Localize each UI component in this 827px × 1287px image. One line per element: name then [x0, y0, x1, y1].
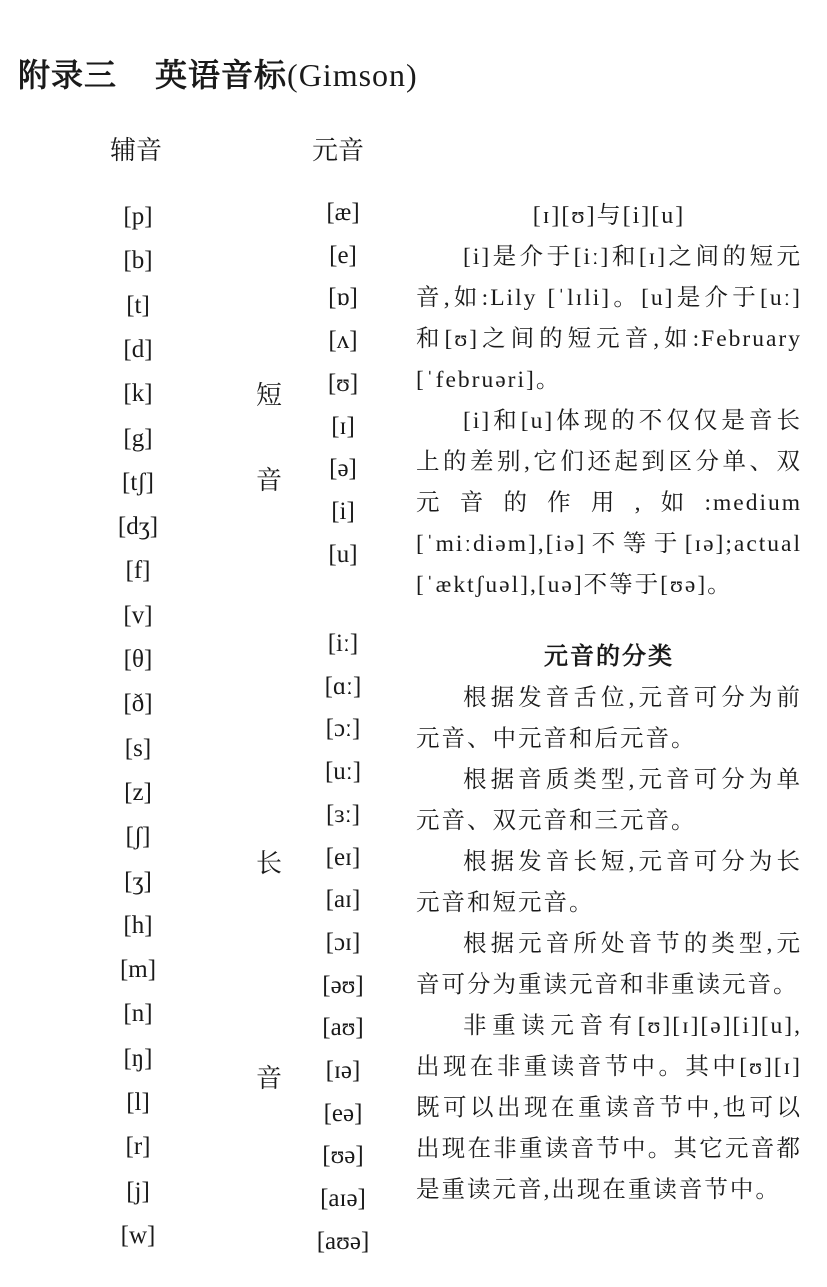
consonant-symbol: [r] [125, 1133, 151, 1160]
long-label-2: 音 [256, 1064, 283, 1093]
consonant-symbol: [w] [120, 1222, 156, 1249]
long-vowel-symbol: [aʊə] [316, 1228, 370, 1255]
page-title [18, 50, 418, 96]
long-vowel-symbol: [ɔː] [325, 715, 361, 742]
section2-para-5: 非重读元音有[ʊ][ɪ][ə][i][u],出现在非重读音节中。其中[ʊ][ɪ]既可以出现在重读音节中,也可以出现在非重读音节中。其它元音都是重读元音,出现在重读音节中。 [416, 1013, 802, 1203]
long-vowel-symbol: [ɪə] [325, 1057, 361, 1084]
section1-title: [ɪ][ʊ]与[i][u] [532, 203, 686, 229]
section-vowel-classification [416, 637, 802, 1211]
section2-title: 元音的分类 [544, 644, 674, 670]
short-vowel-symbol: [ʌ] [328, 327, 358, 354]
short-vowel-symbol: [i] [331, 498, 355, 525]
short-vowel-symbol: [æ] [326, 199, 360, 226]
consonant-symbol: [s] [124, 735, 152, 762]
long-vowel-symbol: [aɪ] [325, 886, 361, 913]
consonant-symbol: [θ] [123, 646, 153, 673]
consonant-symbol: [m] [119, 956, 157, 983]
consonant-symbol: [ʒ] [124, 868, 152, 895]
long-vowel-symbol: [aɪə] [320, 1185, 366, 1212]
short-vowel-symbol: [u] [328, 541, 358, 568]
long-label-1: 长 [256, 849, 283, 878]
consonant-symbol: [l] [126, 1089, 150, 1116]
consonant-symbol: [p] [123, 203, 153, 230]
long-vowel-symbol: [ɔɪ] [325, 929, 361, 956]
long-vowel-symbol: [eə] [323, 1100, 363, 1127]
short-vowel-symbol: [ʊ] [327, 370, 359, 397]
section2-para-1: 根据发音舌位,元音可分为前元音、中元音和后元音。 [416, 685, 802, 752]
consonant-symbol: [g] [123, 425, 153, 452]
consonant-symbol: [t] [126, 292, 150, 319]
consonant-symbol: [b] [123, 247, 153, 274]
consonant-header: 辅音 [110, 136, 163, 165]
consonant-symbol: [f] [125, 557, 151, 584]
short-vowel-symbol: [ɒ] [328, 284, 358, 311]
consonant-symbol: [ŋ] [123, 1045, 153, 1072]
consonant-symbol: [n] [123, 1000, 153, 1027]
consonant-symbol: [dʒ] [117, 513, 159, 540]
title-appendix: 附录三 [18, 56, 118, 94]
long-vowel-symbol: [iː] [327, 630, 359, 657]
short-vowel-symbol: [ɪ] [331, 413, 355, 440]
short-label-2: 音 [256, 466, 283, 495]
consonant-symbol: [ð] [123, 690, 153, 717]
consonant-symbol: [v] [123, 602, 153, 629]
long-vowel-symbol: [eɪ] [325, 844, 361, 871]
consonant-symbol: [k] [123, 380, 153, 407]
section2-para-2: 根据音质类型,元音可分为单元音、双元音和三元音。 [416, 767, 802, 834]
consonant-symbol: [d] [123, 336, 153, 363]
short-vowel-symbol: [ə] [329, 455, 357, 482]
long-vowel-symbol: [ʊə] [322, 1142, 364, 1169]
consonant-symbol: [j] [126, 1178, 150, 1205]
section2-para-3: 根据发音长短,元音可分为长元音和短元音。 [416, 849, 802, 916]
title-main: 英语音标 [155, 56, 288, 94]
section1-para-2: [i]和[u]体现的不仅仅是音长上的差别,它们还起到区分单、双元音的作用,如:medium [ˈmiːdiəm],[iə]不等于[ɪə];actual [ˈæktʃuəl],[uə]不等于[ʊə]。 [416, 408, 802, 598]
short-vowel-symbol: [e] [329, 242, 357, 269]
long-vowel-symbol: [ɑː] [324, 673, 362, 700]
long-vowel-symbol: [aʊ] [322, 1014, 364, 1041]
short-label-1: 短 [256, 381, 283, 410]
section1-para-1: [i]是介于[iː]和[ɪ]之间的短元音,如:Lily [ˈlɪli]。[u]是介于[uː]和[ʊ]之间的短元音,如:February [ˈfebruəri]。 [416, 244, 802, 393]
section2-para-4: 根据元音所处音节的类型,元音可分为重读元音和非重读元音。 [416, 931, 802, 998]
long-vowel-symbol: [əʊ] [322, 972, 364, 999]
consonant-symbol: [ʃ] [125, 823, 151, 850]
consonant-symbol: [h] [123, 912, 153, 939]
title-paren: (Gimson) [287, 57, 418, 93]
consonant-symbol: [z] [124, 779, 152, 806]
long-vowel-symbol: [ɜː] [325, 801, 361, 828]
consonant-symbol: [tʃ] [122, 469, 154, 496]
vowel-header: 元音 [312, 136, 365, 165]
long-vowel-symbol: [uː] [324, 758, 362, 785]
section-ipa-comparison [416, 196, 802, 606]
